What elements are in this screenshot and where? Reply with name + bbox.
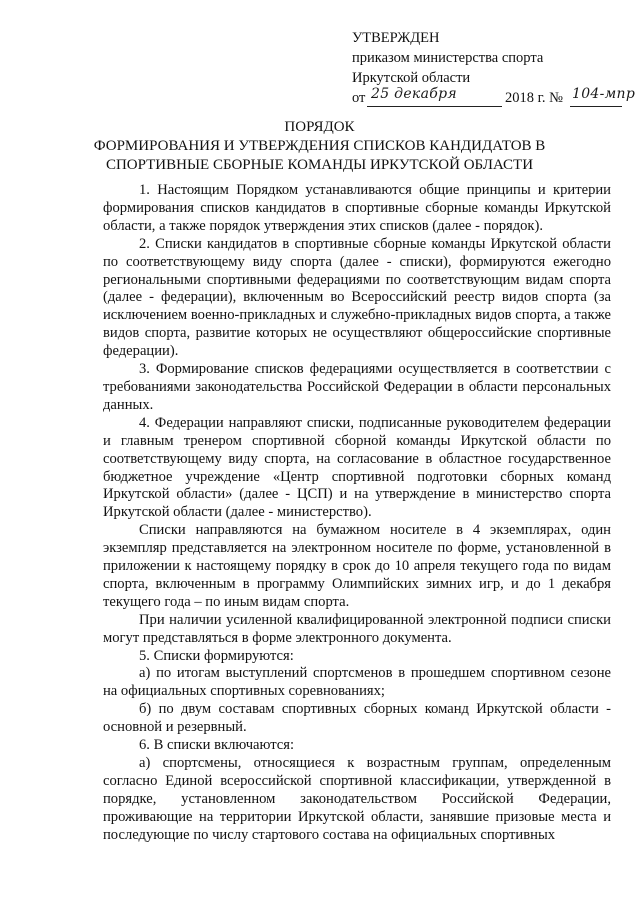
year-text: 2018 г. № — [505, 90, 564, 106]
approval-date-line — [352, 86, 636, 110]
paragraph-5b: б) по двум составам спортивных сборных команд Иркутской области - основной и резервный. — [103, 701, 611, 736]
paragraph-6a: а) спортсмены, относящиеся к возрастным группам, определенным согласно Единой всероссийской спортивной классификации, утвержденной в порядке, установленном законодательством Российской Федерации, проживающие на территории Иркутской области, занявшие призовые места и последующие по числу стартового состава на официальных спортивных — [103, 755, 611, 843]
paragraph-6: 6. В списки включаются: — [139, 737, 295, 754]
paragraph-3: 3. Формирование списков федерациями осуществляется в соответствии с требованиями законодательства Российской Федерации в области персональных данных. — [103, 361, 611, 413]
title-line-1: ПОРЯДОК — [284, 119, 355, 135]
paragraph-signature: При наличии усиленной квалифицированной электронной подписи списки могут представляться в форме электронного документа. — [103, 611, 611, 646]
document-body — [103, 182, 611, 845]
document-title — [0, 118, 639, 175]
paragraph-4: 4. Федерации направляют списки, подписанные руководителем федерации и главным тренером спортивной сборной команды Иркутской области по соответствующему виду спорта, на согласование в областное государственное бюджетное учреждение «Центр спортивной подготовки сборных команд Иркутской области» (далее - ЦСП) и на утверждение в министерство спорта Иркутской области (далее - министерство). — [103, 414, 611, 521]
paragraph-5: 5. Списки формируются: — [139, 647, 294, 664]
approval-line-order: приказом министерства спорта — [352, 50, 544, 66]
title-line-3: СПОРТИВНЫЕ СБОРНЫЕ КОМАНДЫ ИРКУТСКОЙ ОБЛАСТИ — [105, 157, 534, 173]
handwritten-number: 104-мпр — [572, 86, 636, 102]
paragraph-1: 1. Настоящим Порядком устанавливаются общие принципы и критерии формирования списков кандидатов в спортивные сборные команды Иркутской области, а также порядок утверждения этих списков (далее - порядок). — [103, 182, 611, 234]
number-underline — [570, 86, 636, 107]
approval-heading: УТВЕРЖДЕН — [352, 30, 440, 46]
approval-stamp — [352, 28, 636, 110]
handwritten-date: 25 декабря — [371, 86, 457, 102]
date-prefix: от — [352, 90, 366, 106]
paragraph-2: 2. Списки кандидатов в спортивные сборные команды Иркутской области по соответствующему виду спорта (далее - списки), формируются ежегодно региональными спортивными федерациями по соответствующим видам спорта (далее - федерации), включенным во Всероссийский реестр видов спорта (за исключением военно-прикладных и служебно-прикладных видов спорта, а также видов спорта, развитие которых не осуществляют общероссийские спортивные федерации). — [103, 235, 611, 360]
date-underline — [367, 88, 502, 107]
paragraph-submission: Списки направляются на бумажном носителе в 4 экземплярах, один экземпляр представляется на электронном носителе по форме, установленной в приложении к настоящему порядку в срок до 10 апреля текущего года по видам спорта, включенным в программу Олимпийских зимних игр, и до 1 декабря текущего года – по иным видам спорта. — [103, 522, 611, 610]
title-line-2: ФОРМИРОВАНИЯ И УТВЕРЖДЕНИЯ СПИСКОВ КАНДИДАТОВ В — [93, 138, 546, 154]
paragraph-5a: а) по итогам выступлений спортсменов в прошедшем спортивном сезоне на официальных спортивных соревнованиях; — [103, 665, 611, 700]
approval-line-region: Иркутской области — [352, 70, 471, 86]
